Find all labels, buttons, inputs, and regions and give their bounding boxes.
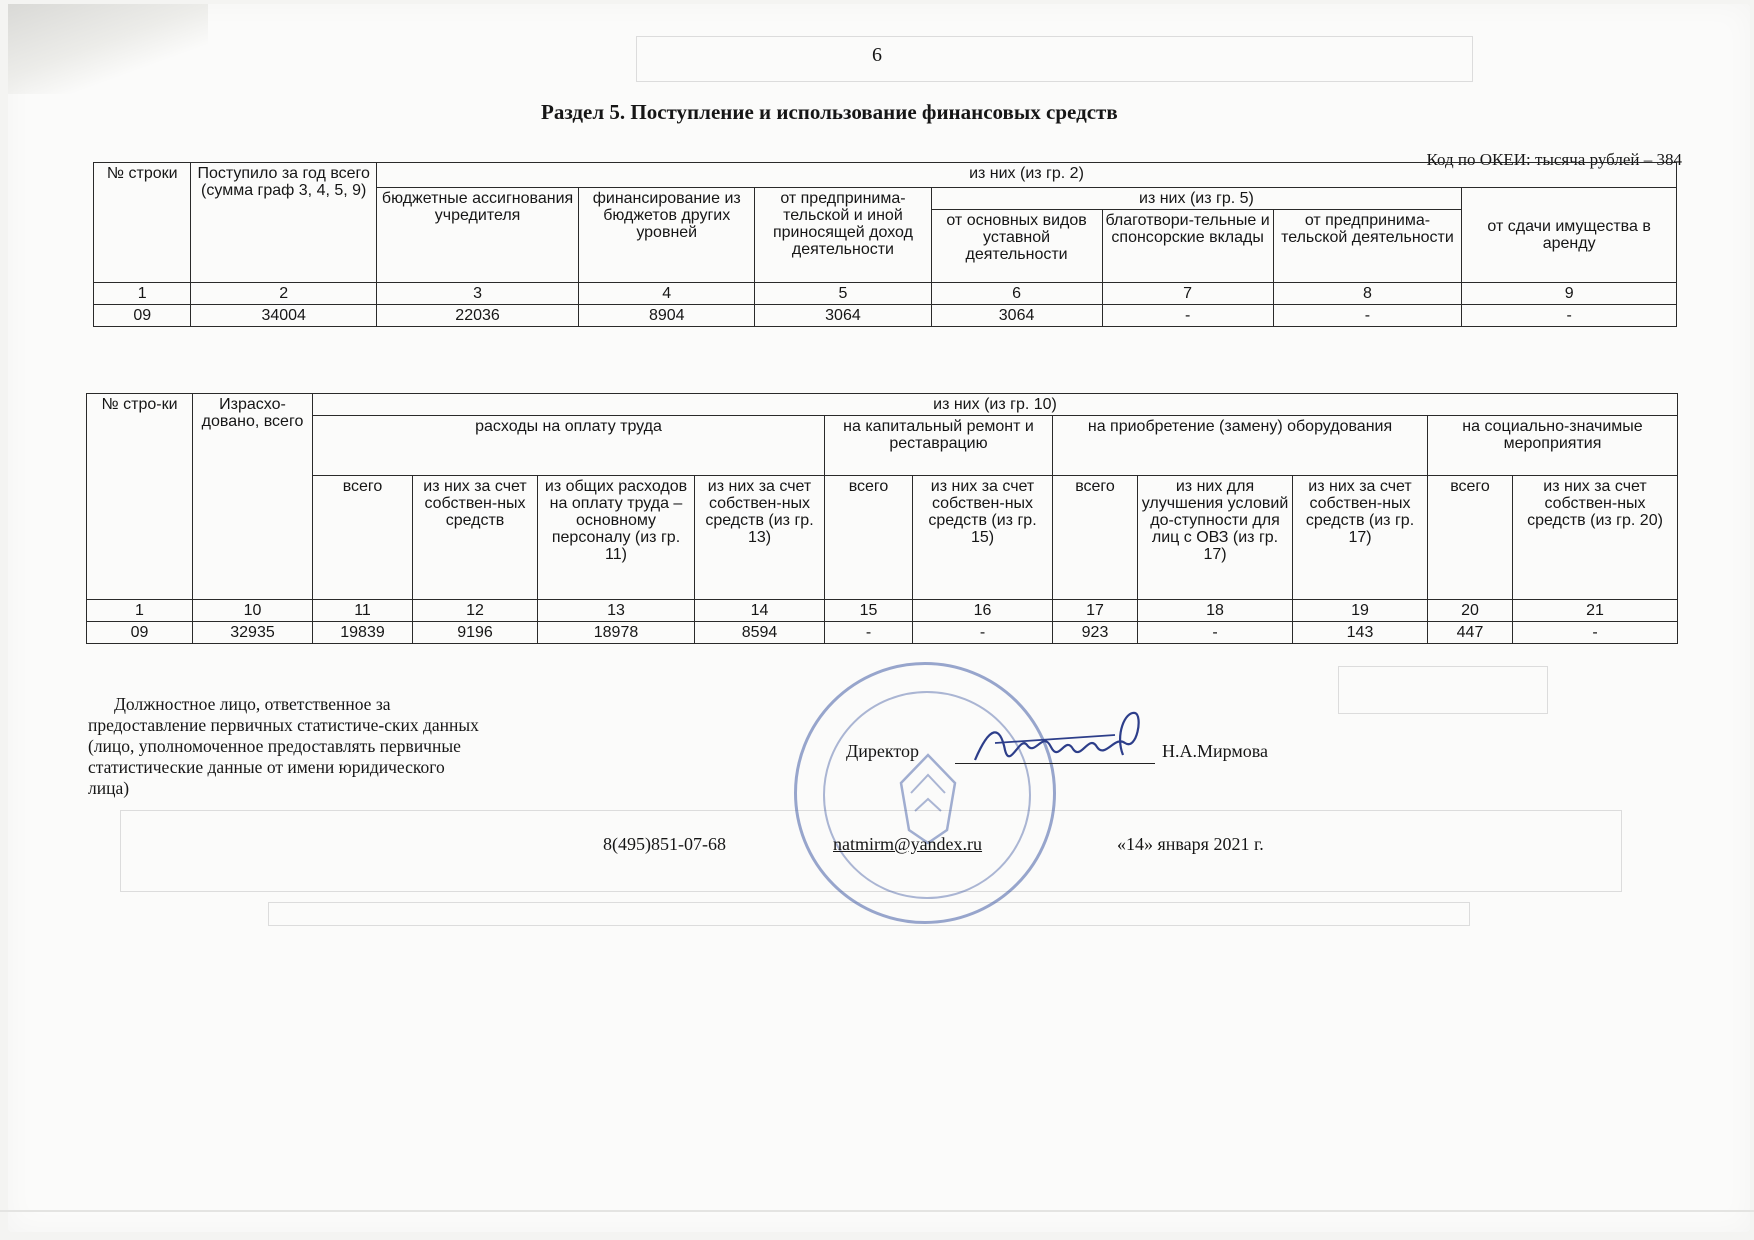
data-cell: 18978 [538, 622, 695, 644]
column-number: 3 [376, 283, 578, 305]
header-entrepreneurial: от предпринима-тельской деятельности [1273, 210, 1462, 283]
page-number: 6 [872, 44, 882, 66]
data-cell: - [913, 622, 1053, 644]
data-cell: - [1138, 622, 1293, 644]
column-number: 10 [193, 600, 313, 622]
data-cell: 19839 [313, 622, 413, 644]
show-through-box [1338, 666, 1548, 714]
header-labor-costs: расходы на оплату труда [313, 416, 825, 476]
page-fold-shadow [8, 4, 208, 94]
column-number: 15 [825, 600, 913, 622]
column-number: 17 [1053, 600, 1138, 622]
column-number: 8 [1273, 283, 1462, 305]
header-social-events: на социально-значимые мероприятия [1428, 416, 1678, 476]
expenditures-table [86, 393, 1678, 644]
header-row-number: № строки [94, 163, 191, 283]
page-edge [0, 1210, 1754, 1212]
subheader-cell: из них для улучшения условий до-ступности для лиц с ОВЗ (из гр. 17) [1138, 476, 1293, 600]
column-number: 5 [755, 283, 931, 305]
data-cell: 8904 [579, 305, 755, 327]
column-number: 19 [1293, 600, 1428, 622]
okei-code: Код по ОКЕИ: тысяча рублей – 384 [1426, 150, 1682, 169]
contact-email[interactable]: natmirm@yandex.ru [833, 834, 983, 854]
column-number: 20 [1428, 600, 1513, 622]
column-number: 4 [579, 283, 755, 305]
column-number: 7 [1102, 283, 1273, 305]
column-number: 9 [1462, 283, 1677, 305]
column-number: 1 [87, 600, 193, 622]
header-business-income: от предпринима-тельской и иной приносящей доход деятельности [755, 188, 931, 283]
subheader-cell: из них за счет собствен-ных средств (из гр. 17) [1293, 476, 1428, 600]
data-cell: 34004 [191, 305, 377, 327]
data-cell: - [1273, 305, 1462, 327]
header-equipment: на приобретение (замену) оборудования [1053, 416, 1428, 476]
header-of-them-col5: из них (из гр. 5) [931, 188, 1462, 210]
column-number: 14 [695, 600, 825, 622]
data-cell: 3064 [755, 305, 931, 327]
subheader-cell: из общих расходов на оплату труда – основному персоналу (из гр. 11) [538, 476, 695, 600]
header-main-activities: от основных видов уставной деятельности [931, 210, 1102, 283]
data-cell: 923 [1053, 622, 1138, 644]
header-received-total: Поступило за год всего (сумма граф 3, 4, 5, 9) [191, 163, 377, 283]
data-cell: 447 [1428, 622, 1513, 644]
column-number: 1 [94, 283, 191, 305]
subheader-cell: всего [313, 476, 413, 600]
header-of-them: из них (из гр. 2) [376, 163, 1676, 188]
show-through-box [636, 36, 1473, 82]
section-title: Раздел 5. Поступление и использование финансовых средств [541, 100, 1118, 124]
subheader-cell: из них за счет собствен-ных средств (из гр. 15) [913, 476, 1053, 600]
signer-position: Директор [846, 741, 920, 761]
column-number: 18 [1138, 600, 1293, 622]
report-date: «14» января 2021 г. [1117, 834, 1264, 854]
data-cell: 9196 [413, 622, 538, 644]
data-cell: - [1462, 305, 1677, 327]
column-number: 21 [1513, 600, 1678, 622]
header-charity: благотвори-тельные и спонсорские вклады [1102, 210, 1273, 283]
column-number: 13 [538, 600, 695, 622]
data-cell: - [1513, 622, 1678, 644]
subheader-cell: из них за счет собствен-ных средств [413, 476, 538, 600]
data-cell: 143 [1293, 622, 1428, 644]
header-capital-repair: на капитальный ремонт и реставрацию [825, 416, 1053, 476]
data-cell: 09 [94, 305, 191, 327]
responsible-official-text: Должностное лицо, ответственное за предоставление первичных статистиче-ских данных (лицо, уполномоченное предоставлять первичные статистические данные от имени юридического лица) [88, 694, 479, 798]
official-stamp [794, 662, 1056, 924]
data-cell: 32935 [193, 622, 313, 644]
subheader-cell: всего [1428, 476, 1513, 600]
data-cell: 8594 [695, 622, 825, 644]
column-number: 2 [191, 283, 377, 305]
data-cell: 09 [87, 622, 193, 644]
header-of-them: из них (из гр. 10) [313, 394, 1678, 416]
column-number: 6 [931, 283, 1102, 305]
subheader-cell: всего [1053, 476, 1138, 600]
header-row-number: № стро-ки [87, 394, 193, 600]
header-budget-allocations: бюджетные ассигнования учредителя [376, 188, 578, 283]
signer-name: Н.А.Мирмова [1162, 741, 1269, 761]
header-spent-total: Израсхо-довано, всего [193, 394, 313, 600]
column-number: 11 [313, 600, 413, 622]
header-rent-income: от сдачи имущества в аренду [1462, 188, 1677, 283]
column-number: 16 [913, 600, 1053, 622]
data-cell: - [1102, 305, 1273, 327]
receipts-table [93, 162, 1677, 327]
subheader-cell: из них за счет собствен-ных средств (из гр. 20) [1513, 476, 1678, 600]
column-number: 12 [413, 600, 538, 622]
data-cell: 22036 [376, 305, 578, 327]
data-cell: - [825, 622, 913, 644]
subheader-cell: из них за счет собствен-ных средств (из гр. 13) [695, 476, 825, 600]
data-cell: 3064 [931, 305, 1102, 327]
subheader-cell: всего [825, 476, 913, 600]
contact-phone: 8(495)851-07-68 [603, 834, 726, 854]
handwritten-signature [965, 705, 1165, 775]
header-other-budgets: финансирование из бюджетов других уровней [579, 188, 755, 283]
